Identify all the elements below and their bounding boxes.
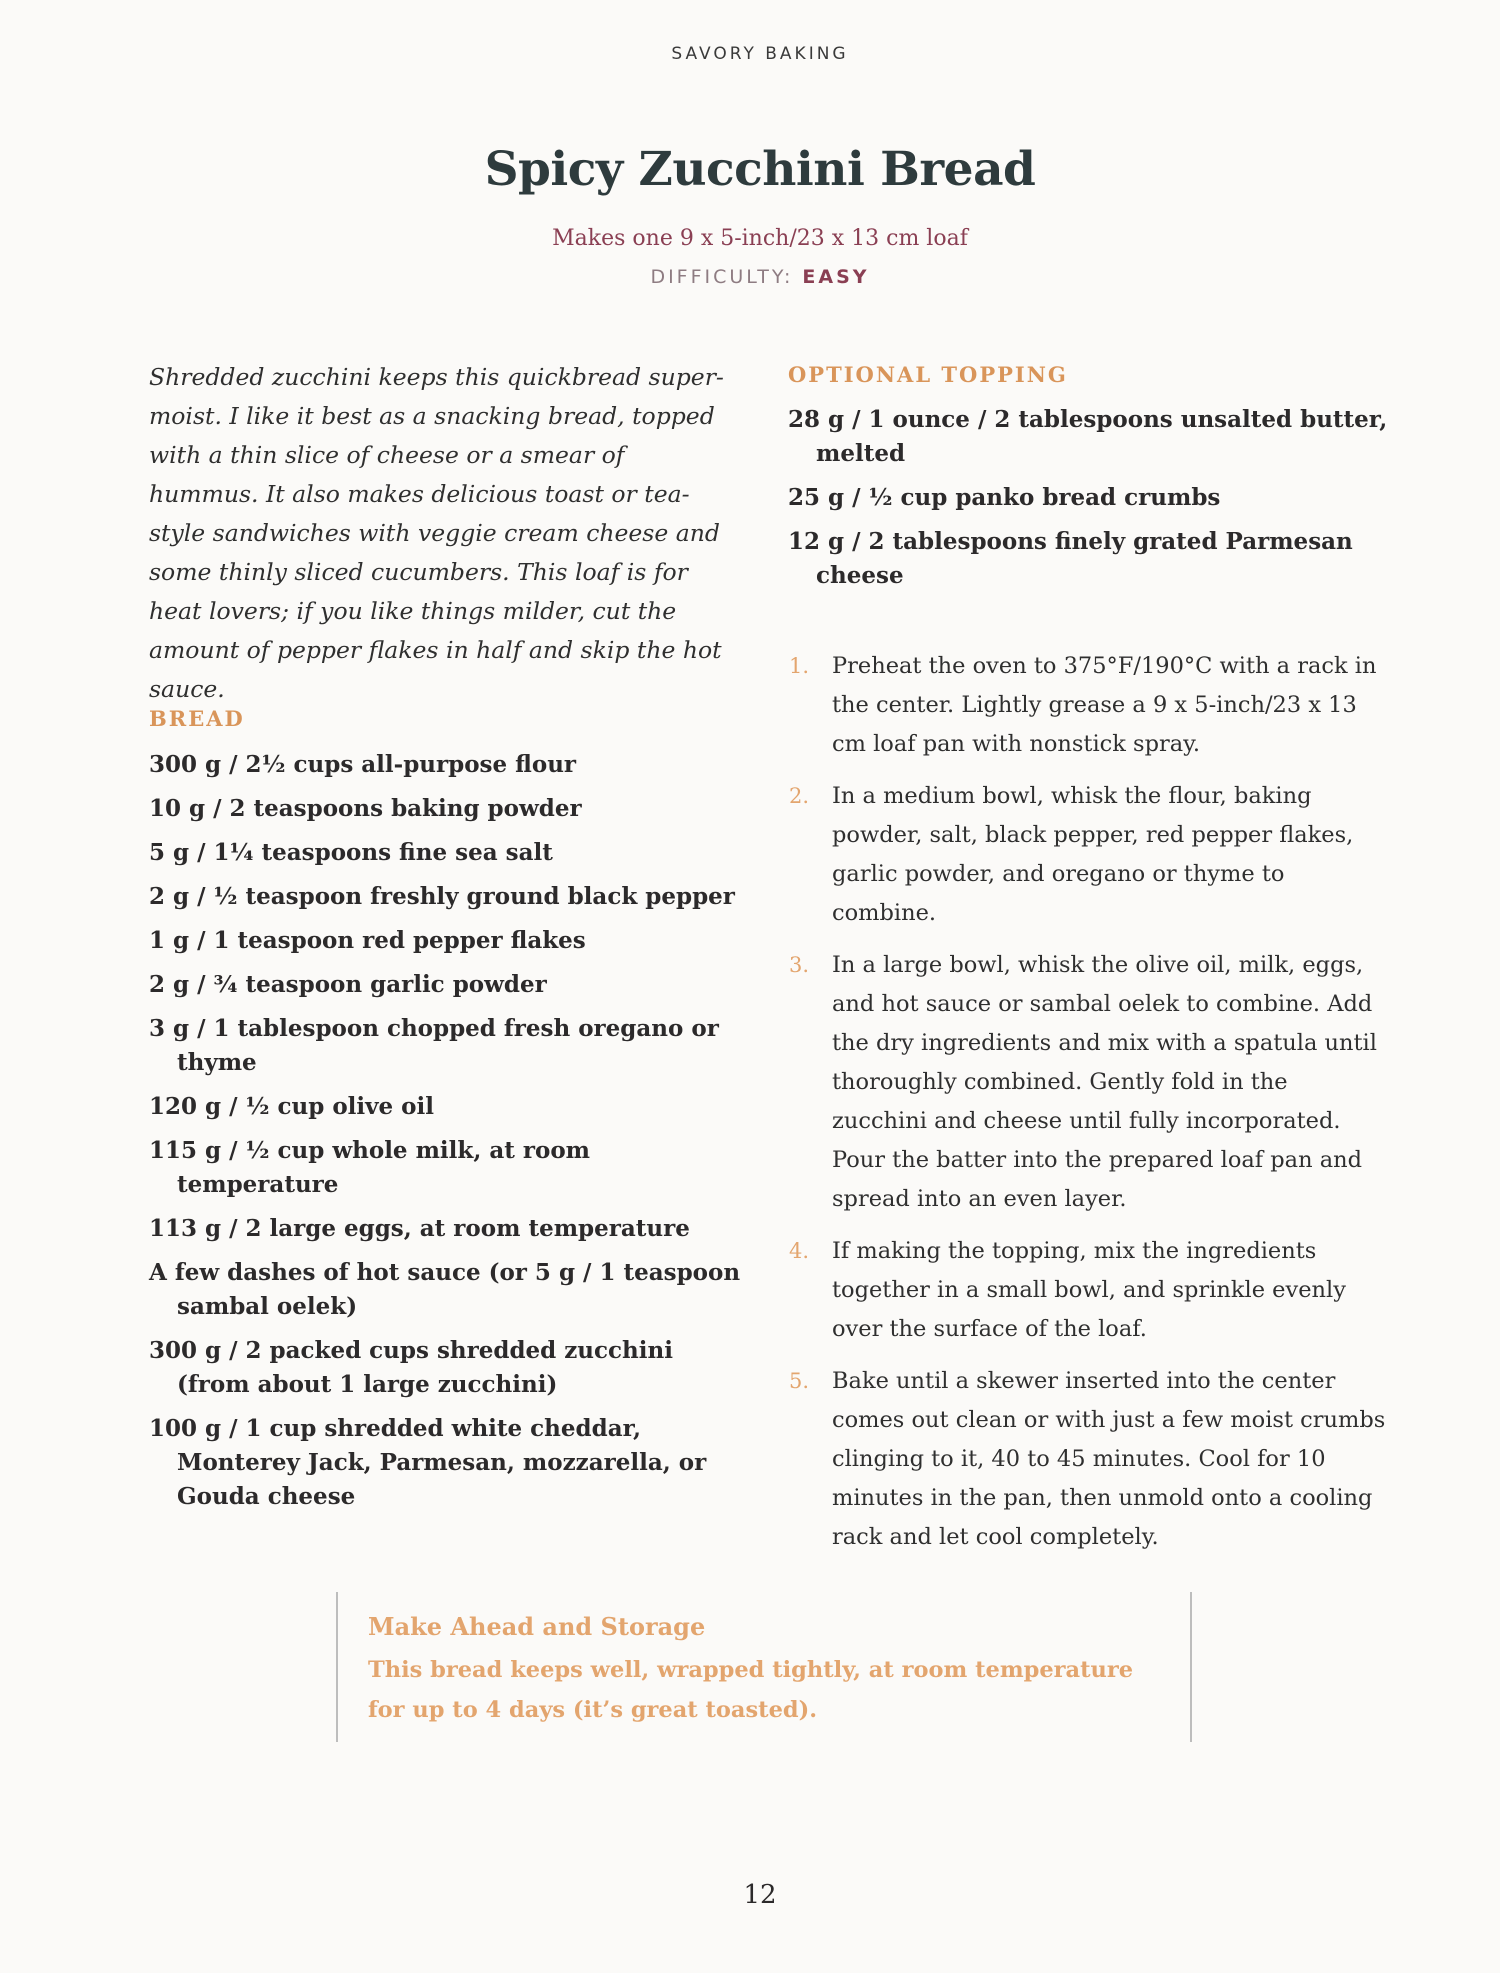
topping-section-label: OPTIONAL TOPPING bbox=[788, 362, 1068, 387]
recipe-intro: Shredded zucchini keeps this quickbread super-moist. I like it best as a snacking bread, topped with a thin slice of cheese or a smear of hummus. It also makes delicious toast or tea-style sandwiches with veggie cream cheese and some thinly sliced cucumbers. This loaf is for heat lovers; if you like things milder, cut the amount of pepper flakes in half and skip the hot sauce. bbox=[149, 363, 724, 703]
difficulty-line bbox=[0, 266, 1500, 288]
step-item bbox=[784, 777, 1389, 933]
bread-section-label: BREAD bbox=[149, 706, 245, 731]
step-text: Preheat the oven to 375°F/190°C with a rack in the center. Lightly grease a 9 x 5-inch/23 x 13 cm loaf pan with nonstick spray. bbox=[832, 653, 1377, 757]
step-number: 1. bbox=[789, 654, 810, 678]
callout-text: This bread keeps well, wrapped tightly, at room temperature for up to 4 days (it’s great toasted). bbox=[368, 1657, 1134, 1723]
step-number: 4. bbox=[789, 1239, 810, 1263]
step-text: In a large bowl, whisk the olive oil, milk, eggs, and hot sauce or sambal oelek to combine. Add the dry ingredients and mix with a spatula until thoroughly combined. Gently fold in the zucchini and cheese until fully incorporated. Pour the batter into the prepared loaf pan and spread into an even layer. bbox=[832, 952, 1377, 1212]
step-text: Bake until a skewer inserted into the center comes out clean or with just a few moist crumbs clinging to it, 40 to 45 minutes. Cool for 10 minutes in the pan, then unmold onto a cooling rack and let cool completely. bbox=[832, 1368, 1386, 1550]
make-ahead-callout bbox=[336, 1592, 1192, 1742]
step-number: 3. bbox=[789, 953, 810, 977]
ingredient-item: 2 g / ½ teaspoon freshly ground black pepper bbox=[149, 883, 735, 910]
ingredient-item: 300 g / 2½ cups all-purpose flour bbox=[149, 751, 577, 778]
difficulty-label: DIFFICULTY: bbox=[650, 266, 794, 288]
step-number: 5. bbox=[789, 1369, 810, 1393]
recipe-yield: Makes one 9 x 5-inch/23 x 13 cm loaf bbox=[552, 226, 968, 251]
step-text: In a medium bowl, whisk the flour, baking powder, salt, black pepper, red pepper flakes, garlic powder, and oregano or thyme to combine. bbox=[832, 783, 1354, 926]
ingredient-item: 300 g / 2 packed cups shredded zucchini (from about 1 large zucchini) bbox=[149, 1337, 673, 1398]
ingredient-item: 25 g / ½ cup panko bread crumbs bbox=[788, 484, 1221, 511]
running-head: SAVORY BAKING bbox=[671, 44, 849, 64]
step-item bbox=[784, 647, 1389, 764]
step-item bbox=[784, 946, 1389, 1219]
difficulty-level: EASY bbox=[802, 266, 870, 288]
step-item bbox=[784, 1232, 1389, 1349]
ingredient-item: 115 g / ½ cup whole milk, at room temperature bbox=[149, 1137, 590, 1198]
step-text: If making the topping, mix the ingredients together in a small bowl, and sprinkle evenly over the surface of the loaf. bbox=[832, 1238, 1346, 1342]
step-item bbox=[784, 1362, 1389, 1557]
ingredient-item: 113 g / 2 large eggs, at room temperature bbox=[149, 1215, 690, 1242]
ingredient-item: 120 g / ½ cup olive oil bbox=[149, 1093, 434, 1120]
topping-ingredient-list bbox=[788, 403, 1388, 603]
ingredient-item: 2 g / ¾ teaspoon garlic powder bbox=[149, 971, 547, 998]
ingredient-item: 5 g / 1¼ teaspoons fine sea salt bbox=[149, 839, 553, 866]
ingredient-item: 28 g / 1 ounce / 2 tablespoons unsalted butter, melted bbox=[788, 406, 1388, 467]
ingredient-item: A few dashes of hot sauce (or 5 g / 1 teaspoon sambal oelek) bbox=[149, 1259, 741, 1320]
step-number: 2. bbox=[789, 784, 810, 808]
ingredient-item: 100 g / 1 cup shredded white cheddar, Monterey Jack, Parmesan, mozzarella, or Gouda cheese bbox=[149, 1415, 707, 1510]
bread-ingredient-list bbox=[149, 748, 749, 1524]
ingredient-item: 3 g / 1 tablespoon chopped fresh oregano or thyme bbox=[149, 1015, 719, 1076]
callout-title: Make Ahead and Storage bbox=[368, 1612, 706, 1641]
ingredient-item: 12 g / 2 tablespoons finely grated Parmesan cheese bbox=[788, 528, 1353, 589]
page-number: 12 bbox=[743, 1880, 777, 1910]
ingredient-item: 1 g / 1 teaspoon red pepper flakes bbox=[149, 927, 586, 954]
method-steps bbox=[784, 647, 1389, 1570]
ingredient-item: 10 g / 2 teaspoons baking powder bbox=[149, 795, 582, 822]
recipe-title: Spicy Zucchini Bread bbox=[484, 142, 1036, 197]
